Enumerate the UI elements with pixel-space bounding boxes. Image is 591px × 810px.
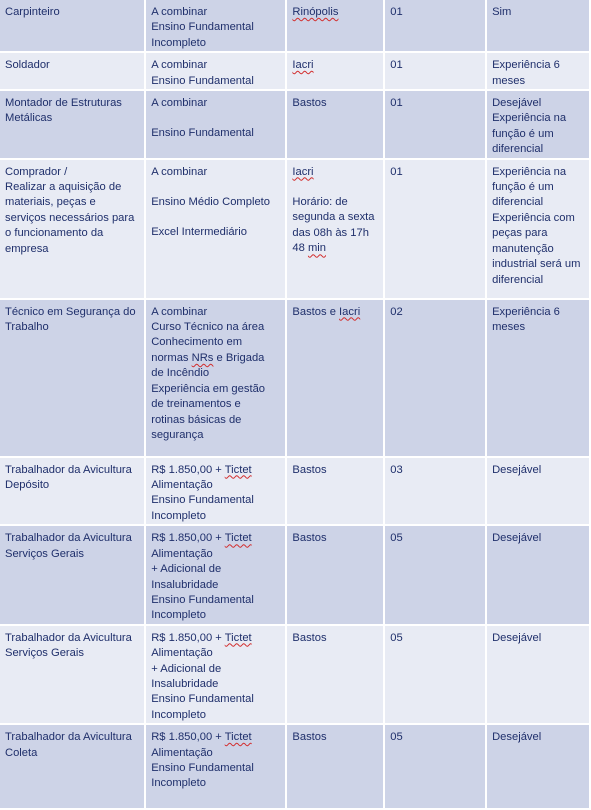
cell-line: Incompleto bbox=[151, 777, 206, 790]
cell-line: Desejável bbox=[492, 532, 542, 545]
experience-cell bbox=[486, 159, 590, 299]
cell-line: Desejável bbox=[492, 463, 542, 476]
salary-requirements-cell bbox=[145, 724, 286, 809]
cell-line: meses bbox=[492, 74, 526, 87]
vacancies-cell bbox=[384, 625, 486, 724]
job-title-cell bbox=[0, 724, 145, 809]
cell-line: Incompleto bbox=[151, 509, 206, 522]
cell-line: Ensino Médio Completo bbox=[151, 196, 270, 209]
cell-line: A combinar bbox=[151, 59, 208, 72]
job-title-cell bbox=[0, 625, 145, 724]
salary-requirements-cell bbox=[145, 299, 286, 457]
cell-line: A combinar bbox=[151, 6, 208, 18]
cell-line: diferencial bbox=[492, 273, 544, 286]
cell-line: 01 bbox=[390, 165, 403, 178]
cell-line: 02 bbox=[390, 305, 403, 318]
cell-line bbox=[151, 180, 281, 195]
city-cell bbox=[286, 90, 384, 159]
cell-line: Iacri bbox=[292, 165, 314, 178]
cell-line: Ensino Fundamental bbox=[151, 127, 254, 140]
cell-line: Experiência 6 bbox=[492, 59, 560, 72]
cell-line: Ensino Fundamental bbox=[151, 21, 254, 34]
salary-requirements-cell bbox=[145, 625, 286, 724]
cell-line: Excel Intermediário bbox=[151, 226, 247, 239]
cell-line: Bastos bbox=[292, 731, 327, 744]
experience-cell bbox=[486, 0, 590, 52]
cell-line: Bastos bbox=[292, 97, 327, 110]
cell-line: Incompleto bbox=[151, 609, 206, 622]
table-row bbox=[0, 724, 590, 809]
city-cell bbox=[286, 159, 384, 299]
job-title-cell bbox=[0, 52, 145, 90]
cell-line: Alimentação bbox=[151, 547, 213, 560]
job-title-cell bbox=[0, 457, 145, 526]
table-row bbox=[0, 299, 590, 457]
experience-cell bbox=[486, 525, 590, 624]
table-row bbox=[0, 525, 590, 624]
city-cell bbox=[286, 299, 384, 457]
cell-line: Ensino Fundamental bbox=[151, 761, 254, 774]
cell-line: Depósito bbox=[5, 479, 50, 492]
city-cell bbox=[286, 457, 384, 526]
salary-requirements-cell bbox=[145, 52, 286, 90]
salary-requirements-cell bbox=[145, 159, 286, 299]
cell-line: Soldador bbox=[5, 59, 50, 72]
salary-requirements-cell bbox=[145, 0, 286, 52]
cell-line: Bastos e Iacri bbox=[292, 305, 361, 318]
cell-line: Rinópolis bbox=[292, 6, 339, 18]
cell-line: Realizar a aquisição de bbox=[5, 181, 122, 194]
table-row bbox=[0, 90, 590, 159]
cell-line: Iacri bbox=[292, 59, 314, 72]
table-row bbox=[0, 52, 590, 90]
cell-line: empresa bbox=[5, 242, 49, 255]
cell-line bbox=[151, 210, 281, 225]
cell-line: Serviços Gerais bbox=[5, 647, 84, 660]
cell-line: Alimentação bbox=[151, 746, 213, 759]
cell-line: R$ 1.850,00 + Tictet bbox=[151, 731, 252, 744]
cell-line: R$ 1.850,00 + Tictet bbox=[151, 463, 252, 476]
cell-line: Trabalhador da Avicultura bbox=[5, 631, 132, 644]
cell-line: segunda a sexta bbox=[292, 211, 375, 224]
vacancies-cell bbox=[384, 724, 486, 809]
cell-line: A combinar bbox=[151, 305, 208, 318]
cell-line: serviços necessários para bbox=[5, 211, 135, 224]
cell-line: + Adicional de bbox=[151, 662, 222, 675]
cell-line: 01 bbox=[390, 97, 403, 110]
cell-line: Bastos bbox=[292, 532, 327, 545]
cell-line: Alimentação bbox=[151, 479, 213, 492]
cell-line: Experiência na bbox=[492, 165, 567, 178]
cell-line: Bastos bbox=[292, 463, 327, 476]
cell-line: Ensino Fundamental bbox=[151, 74, 254, 87]
table-row bbox=[0, 457, 590, 526]
cell-line: Trabalhador da Avicultura bbox=[5, 731, 132, 744]
cell-line bbox=[151, 111, 281, 126]
cell-line: Carpinteiro bbox=[5, 6, 60, 18]
cell-line: Desejável bbox=[492, 731, 542, 744]
cell-line: R$ 1.850,00 + Tictet bbox=[151, 631, 252, 644]
salary-requirements-cell bbox=[145, 90, 286, 159]
cell-line: segurança bbox=[151, 428, 204, 441]
cell-line: 01 bbox=[390, 59, 403, 72]
cell-line: das 08h às 17h bbox=[292, 226, 369, 239]
table-row bbox=[0, 159, 590, 299]
cell-line: de Incêndio bbox=[151, 367, 210, 380]
job-title-cell bbox=[0, 159, 145, 299]
cell-line bbox=[292, 180, 379, 195]
cell-line: Insalubridade bbox=[151, 578, 219, 591]
cell-line: Montador de Estruturas bbox=[5, 97, 122, 110]
cell-line: Ensino Fundamental bbox=[151, 494, 254, 507]
cell-line: manutenção bbox=[492, 242, 554, 255]
cell-line: Trabalhador da Avicultura bbox=[5, 532, 132, 545]
cell-line: + Adicional de bbox=[151, 563, 222, 576]
cell-line: materiais, peças e bbox=[5, 196, 96, 209]
table-row bbox=[0, 0, 590, 52]
vacancies-cell bbox=[384, 525, 486, 624]
cell-line: industrial será um bbox=[492, 258, 581, 271]
experience-cell bbox=[486, 90, 590, 159]
city-cell bbox=[286, 625, 384, 724]
cell-line: 03 bbox=[390, 463, 403, 476]
vacancies-cell bbox=[384, 52, 486, 90]
cell-line: Curso Técnico na área bbox=[151, 321, 265, 334]
vacancies-cell bbox=[384, 457, 486, 526]
city-cell bbox=[286, 52, 384, 90]
job-title-cell bbox=[0, 525, 145, 624]
cell-line: 05 bbox=[390, 731, 403, 744]
experience-cell bbox=[486, 457, 590, 526]
cell-line: o funcionamento da bbox=[5, 227, 104, 240]
job-title-cell bbox=[0, 299, 145, 457]
cell-line: Incompleto bbox=[151, 708, 206, 721]
job-title-cell bbox=[0, 0, 145, 52]
experience-cell bbox=[486, 299, 590, 457]
cell-line: Experiência 6 bbox=[492, 305, 560, 318]
vacancies-cell bbox=[384, 299, 486, 457]
cell-line: peças para bbox=[492, 227, 548, 240]
city-cell bbox=[286, 525, 384, 624]
cell-line: rotinas básicas de bbox=[151, 413, 242, 426]
cell-line: meses bbox=[492, 321, 526, 334]
city-cell bbox=[286, 0, 384, 52]
table-row bbox=[0, 625, 590, 724]
cell-line: Metálicas bbox=[5, 112, 53, 125]
cell-line: 05 bbox=[390, 631, 403, 644]
cell-line: Experiência na bbox=[492, 112, 567, 125]
cell-line: Incompleto bbox=[151, 36, 206, 49]
job-title-cell bbox=[0, 90, 145, 159]
cell-line: Comprador / bbox=[5, 165, 68, 178]
cell-line: 01 bbox=[390, 6, 403, 18]
cell-line: A combinar bbox=[151, 97, 208, 110]
vacancies-cell bbox=[384, 0, 486, 52]
cell-line: Conhecimento em bbox=[151, 336, 243, 349]
cell-line: diferencial bbox=[492, 196, 544, 209]
cell-line: Alimentação bbox=[151, 647, 213, 660]
cell-line: R$ 1.850,00 + Tictet bbox=[151, 532, 252, 545]
cell-line: Experiência com bbox=[492, 211, 575, 224]
cell-line: Trabalhador da Avicultura bbox=[5, 463, 132, 476]
cell-line: 05 bbox=[390, 532, 403, 545]
cell-line: Serviços Gerais bbox=[5, 547, 84, 560]
city-cell bbox=[286, 724, 384, 809]
cell-line: Insalubridade bbox=[151, 677, 219, 690]
cell-line: Horário: de bbox=[292, 196, 348, 209]
cell-line: Desejável bbox=[492, 631, 542, 644]
cell-line: Experiência em gestão bbox=[151, 382, 266, 395]
salary-requirements-cell bbox=[145, 457, 286, 526]
experience-cell bbox=[486, 52, 590, 90]
cell-line: diferencial bbox=[492, 143, 544, 156]
cell-line: 48 min bbox=[292, 242, 326, 255]
vacancies-cell bbox=[384, 159, 486, 299]
cell-line: Bastos bbox=[292, 631, 327, 644]
cell-line: Ensino Fundamental bbox=[151, 693, 254, 706]
experience-cell bbox=[486, 625, 590, 724]
vacancies-cell bbox=[384, 90, 486, 159]
cell-line: Trabalho bbox=[5, 321, 49, 334]
cell-line: Coleta bbox=[5, 746, 38, 759]
cell-line: normas NRs e Brigada bbox=[151, 351, 265, 364]
cell-line: Técnico em Segurança do bbox=[5, 305, 136, 318]
salary-requirements-cell bbox=[145, 525, 286, 624]
cell-line: Desejável bbox=[492, 97, 542, 110]
cell-line: função é um bbox=[492, 181, 554, 194]
cell-line: A combinar bbox=[151, 165, 208, 178]
experience-cell bbox=[486, 724, 590, 809]
cell-line: de treinamentos e bbox=[151, 398, 241, 411]
cell-line: Sim bbox=[492, 6, 512, 18]
cell-line: Ensino Fundamental bbox=[151, 593, 254, 606]
cell-line: função é um bbox=[492, 127, 554, 140]
